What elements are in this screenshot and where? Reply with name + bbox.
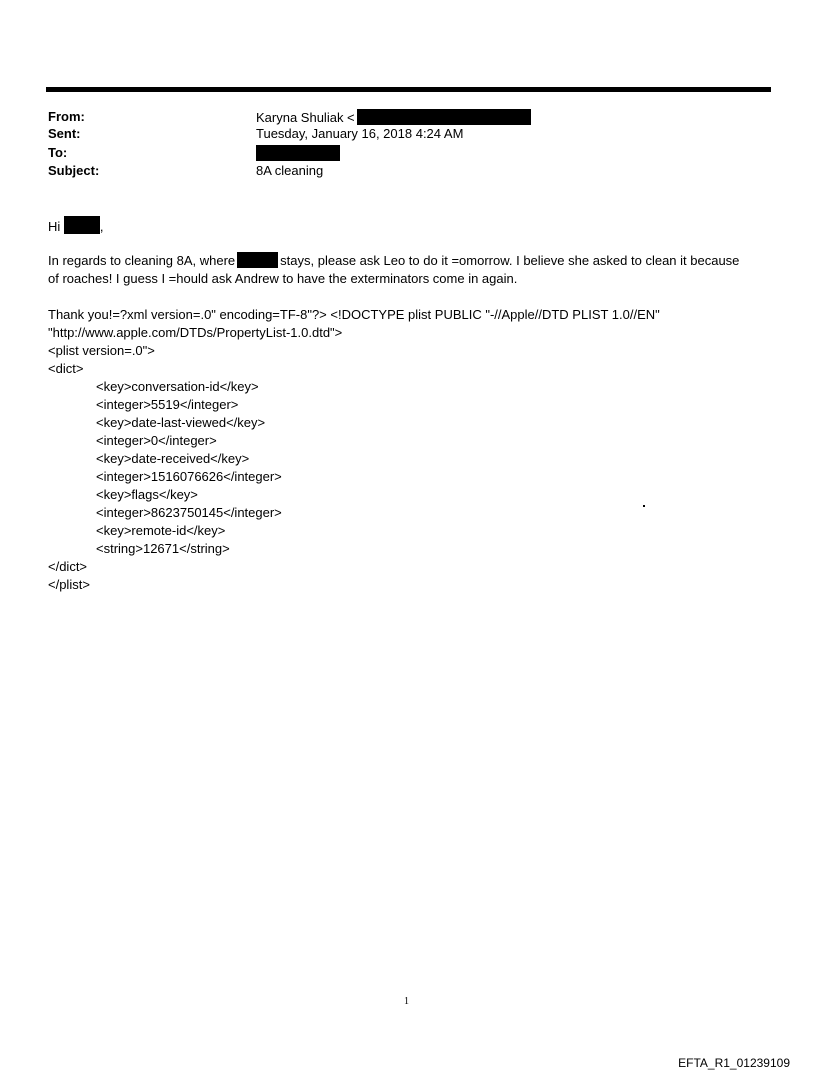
plist-line: </plist> bbox=[48, 577, 90, 592]
plist-line: <key>date-received</key> bbox=[96, 451, 250, 466]
redaction-recipient bbox=[256, 145, 340, 161]
greeting bbox=[48, 216, 104, 236]
paragraph-1-segment-b: stays, please ask Leo to do it =omorrow. I believe she asked to clean it because bbox=[280, 253, 740, 268]
redaction-greeting-name bbox=[64, 216, 100, 234]
plist-line: <integer>0</integer> bbox=[96, 433, 217, 448]
paragraph-2-line-2: "http://www.apple.com/DTDs/PropertyList-1.0.dtd"> bbox=[48, 325, 343, 340]
from-label: From: bbox=[48, 109, 85, 124]
from-value bbox=[256, 109, 531, 126]
redaction-occupant-name bbox=[237, 252, 278, 268]
plist-line: <key>date-last-viewed</key> bbox=[96, 415, 266, 430]
paragraph-1-line-2: of roaches! I guess I =hould ask Andrew to have the exterminators come in again. bbox=[48, 271, 518, 286]
plist-line: <key>flags</key> bbox=[96, 487, 198, 502]
plist-line: <string>12671</string> bbox=[96, 541, 230, 556]
greeting-comma: , bbox=[99, 219, 104, 234]
redaction-sender-email bbox=[357, 109, 531, 125]
page-number: 1 bbox=[404, 996, 409, 1007]
sent-label: Sent: bbox=[48, 126, 81, 141]
bates-number: EFTA_R1_01239109 bbox=[678, 1056, 790, 1070]
plist-line: <integer>5519</integer> bbox=[96, 397, 239, 412]
sender-name: Karyna Shuliak < bbox=[256, 110, 355, 125]
header-rule bbox=[46, 87, 771, 92]
paragraph-1-line-1 bbox=[48, 252, 739, 270]
plist-line: <key>remote-id</key> bbox=[96, 523, 226, 538]
plist-line: <plist version=.0"> bbox=[48, 343, 155, 358]
subject-label: Subject: bbox=[48, 163, 100, 178]
plist-line: <key>conversation-id</key> bbox=[96, 379, 259, 394]
to-value bbox=[256, 145, 340, 162]
paragraph-2-line-1: Thank you!=?xml version=.0" encoding=TF-8"?> <!DOCTYPE plist PUBLIC "-//Apple//DTD PLIST 1.0//EN" bbox=[48, 307, 660, 322]
plist-line: <dict> bbox=[48, 361, 84, 376]
paragraph-1-segment-a: In regards to cleaning 8A, where bbox=[48, 253, 236, 268]
greeting-hi: Hi bbox=[48, 219, 61, 234]
to-label: To: bbox=[48, 145, 68, 160]
sent-value: Tuesday, January 16, 2018 4:24 AM bbox=[256, 126, 464, 141]
scan-speck bbox=[643, 505, 645, 507]
subject-value: 8A cleaning bbox=[256, 163, 324, 178]
plist-line: <integer>1516076626</integer> bbox=[96, 469, 282, 484]
plist-line: </dict> bbox=[48, 559, 88, 574]
plist-line: <integer>8623750145</integer> bbox=[96, 505, 282, 520]
